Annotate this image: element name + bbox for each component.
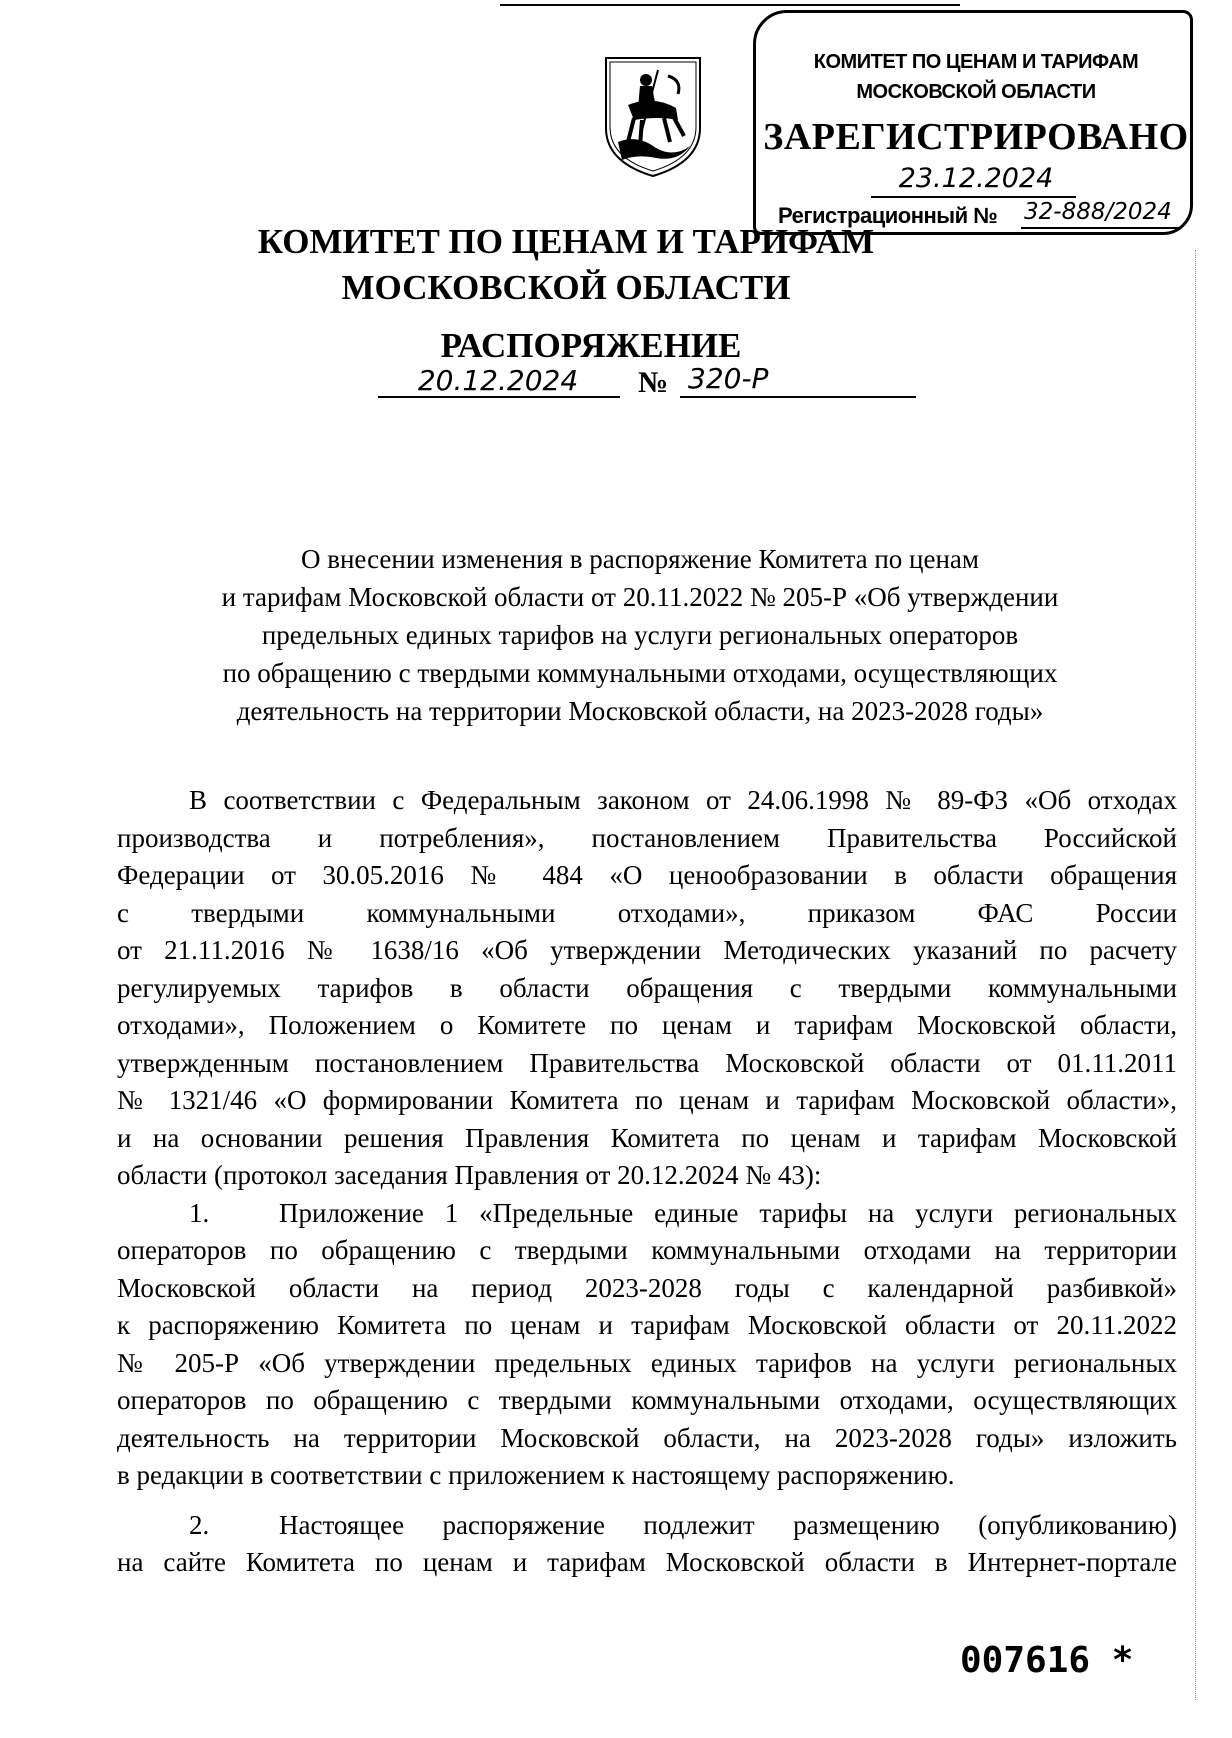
- preamble-line: области (протокол заседания Правления от 20.12.2024 № 43):: [117, 1160, 822, 1190]
- scan-edge-line: [500, 4, 960, 6]
- item-2-line: 2. Настоящее распоряжение подлежит размещению (опубликованию): [117, 1507, 1177, 1545]
- document-title: [140, 540, 1140, 730]
- title-line: и тарифам Московской области от 20.11.2022 № 205-Р «Об утверждении: [221, 582, 1059, 612]
- registration-stamp: [753, 10, 1193, 235]
- stamp-org-line2: МОСКОВСКОЙ ОБЛАСТИ: [856, 81, 1096, 103]
- preamble-line: Федерации от 30.05.2016 № 484 «О ценообразовании в области обращения: [117, 860, 1177, 890]
- preamble-line: с твердыми коммунальными отходами», приказом ФАС России: [117, 897, 1177, 928]
- document-date: 20.12.2024: [417, 364, 579, 397]
- item-1-line: операторов по обращению с твердыми коммунальными отходами, осуществляющих: [117, 1385, 1177, 1415]
- stamp-date-underline: [871, 196, 1076, 198]
- title-line: по обращению с твердыми коммунальными отходами, осуществляющих: [222, 658, 1058, 688]
- item-2-line: на сайте Комитета по ценам и тарифам Московской области в Интернет-портале: [117, 1547, 1177, 1577]
- preamble-line: и на основании решения Правления Комитета по ценам и тарифам Московской: [117, 1122, 1177, 1153]
- stamp-reg-number: 32-888/2024: [1024, 199, 1172, 225]
- item-1-line: Московской области на период 2023-2028 годы с календарной разбивкой»: [117, 1272, 1177, 1303]
- document-type: РАСПОРЯЖЕНИЕ: [440, 326, 742, 365]
- scan-edge-line-right: [1195, 250, 1196, 1700]
- stamp-org-line1: КОМИТЕТ ПО ЦЕНАМ И ТАРИФАМ: [813, 51, 1139, 73]
- preamble-line: В соответствии с Федеральным законом от 24.06.1998 № 89-ФЗ «Об отходах: [189, 785, 1177, 815]
- number-sign: №: [638, 366, 669, 399]
- item-1-number: 1.: [189, 1197, 210, 1228]
- serial-number: 007616 *: [960, 1640, 1134, 1681]
- item-1-line: № 205-Р «Об утверждении предельных единых тарифов на услуги региональных: [117, 1347, 1177, 1378]
- preamble-line: производства и потребления», постановлением Правительства Российской: [117, 822, 1177, 853]
- item-2-number: 2.: [189, 1509, 210, 1540]
- stamp-reg-label: Регистрационный №: [778, 203, 998, 228]
- number-underline: [680, 396, 916, 398]
- stamp-status: ЗАРЕГИСТРИРОВАНО: [763, 116, 1189, 158]
- coat-of-arms-icon: [598, 50, 708, 180]
- date-underline: [378, 396, 620, 398]
- item-1-line: деятельность на территории Московской области, на 2023-2028 годы» изложить: [117, 1422, 1177, 1453]
- title-line: деятельность на территории Московской области, на 2023-2028 годы»: [236, 696, 1044, 726]
- document-body: [117, 782, 1177, 1582]
- item-1-line: в редакции в соответствии с приложением к настоящему распоряжению.: [117, 1460, 955, 1490]
- item-1-line: к распоряжению Комитета по ценам и тарифам Московской области от 20.11.2022: [117, 1310, 1177, 1340]
- preamble-line: регулируемых тарифов в области обращения с твердыми коммунальными: [117, 972, 1177, 1003]
- title-line: О внесении изменения в распоряжение Комитета по ценам: [300, 544, 980, 574]
- preamble-line: от 21.11.2016 № 1638/16 «Об утверждении Методических указаний по расчету: [117, 935, 1177, 965]
- stamp-date: 23.12.2024: [898, 163, 1054, 194]
- item-1-line: 1. Приложение 1 «Предельные единые тарифы на услуги региональных: [117, 1195, 1177, 1233]
- org-name-line2: МОСКОВСКОЙ ОБЛАСТИ: [341, 268, 791, 307]
- document-number: 320-Р: [688, 362, 769, 395]
- preamble-line: отходами», Положением о Комитете по ценам и тарифам Московской области,: [117, 1010, 1177, 1040]
- item-1-line: операторов по обращению с твердыми коммунальными отходами на территории: [117, 1235, 1177, 1265]
- preamble-line: № 1321/46 «О формировании Комитета по ценам и тарифам Московской области»,: [117, 1085, 1177, 1115]
- org-name-line1: КОМИТЕТ ПО ЦЕНАМ И ТАРИФАМ: [257, 222, 875, 261]
- title-line: предельных единых тарифов на услуги региональных операторов: [261, 620, 1019, 650]
- preamble-line: утвержденным постановлением Правительства Московской области от 01.11.2011: [117, 1047, 1177, 1078]
